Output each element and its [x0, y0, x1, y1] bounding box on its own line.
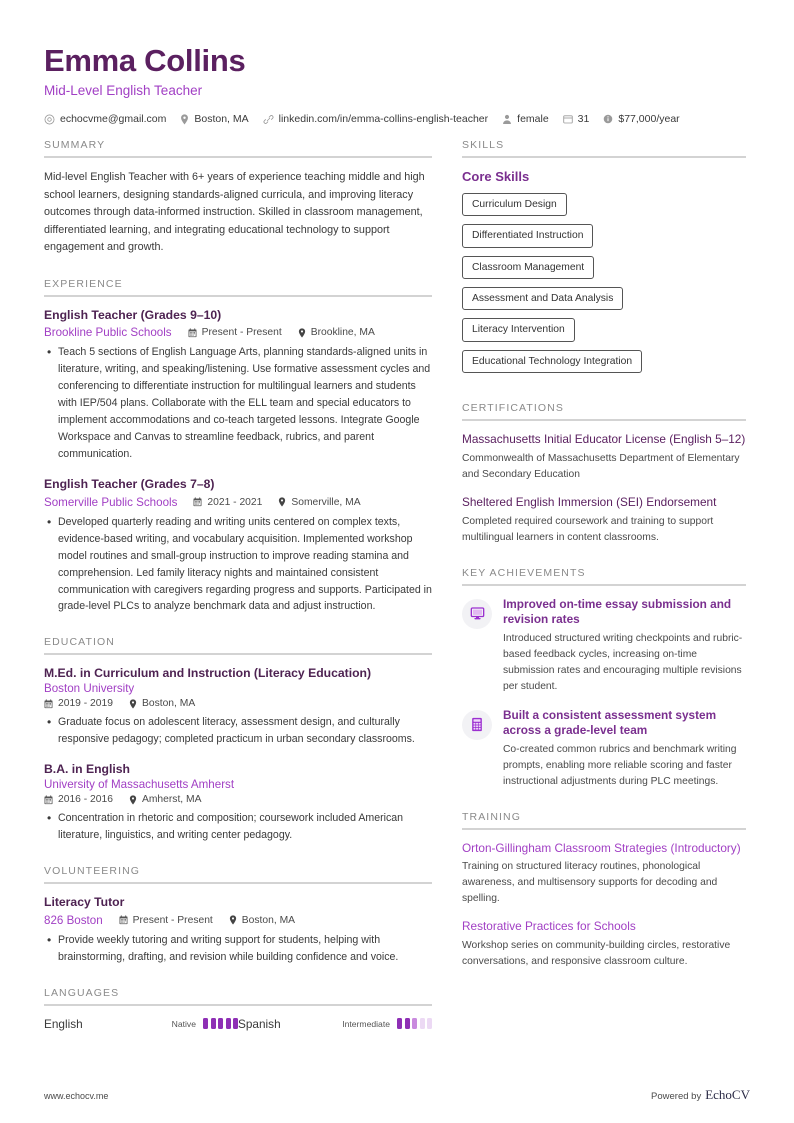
entry: [44, 666, 432, 748]
skills-group-title: Core Skills: [462, 169, 530, 185]
contact-item: [502, 113, 549, 125]
entry-dates-value: 2019 - 2019: [58, 698, 113, 710]
entry-location: [278, 497, 360, 508]
language-item: [238, 1017, 432, 1031]
certification-title: Orton-Gillingham Classroom Strategies (Introductory): [462, 840, 741, 855]
section-title: SUMMARY: [44, 139, 106, 152]
skill-row: [462, 224, 746, 255]
certification-description: Commonwealth of Massachusetts Department of Elementary and Secondary Education: [462, 452, 740, 480]
language-dot: [420, 1018, 425, 1029]
certification-item: [462, 495, 746, 546]
bullet-item: • Provide weekly tutoring and writing support for students, helping with brainstorming, drafting, and revision while building confidence and voice.: [58, 932, 432, 966]
achievement-description: Introduced structured writing checkpoints and rubric-based feedback cycles, increasing on-time submission rates and encouraging multiple revisions per student.: [503, 632, 743, 692]
section-title: CERTIFICATIONS: [462, 401, 564, 414]
entry-location-value: Somerville, MA: [291, 496, 361, 508]
language-dot: [211, 1018, 216, 1029]
entry-location-value: Boston, MA: [141, 698, 196, 710]
footer-website[interactable]: www.echocv.me: [44, 1091, 109, 1101]
job-title: Mid-Level English Teacher: [44, 83, 203, 99]
resume-body: [44, 139, 750, 1031]
certifications-list: [462, 421, 746, 546]
page-title: Emma Collins: [44, 43, 246, 78]
language-dot: [412, 1018, 417, 1029]
certification-description: Workshop series on community-building circles, restorative conversations, and responsive classroom culture.: [462, 940, 731, 968]
entry-dates: [44, 794, 113, 805]
entry-location-value: Brookline, MA: [310, 327, 375, 339]
achievement-item: [462, 708, 746, 790]
experience-list: [44, 297, 432, 616]
entry-organization: Brookline Public Schools: [44, 326, 172, 340]
entry-dates: [44, 698, 113, 709]
entry-bullets: [44, 344, 432, 463]
language-level: Native: [171, 1018, 196, 1029]
monitor-icon: [462, 599, 492, 629]
contact-item: [44, 113, 166, 125]
entry-title: English Teacher (Grades 7–8): [44, 476, 215, 491]
entry-meta: [44, 794, 432, 805]
skill-row: [462, 193, 746, 224]
skills-list: [462, 193, 746, 381]
certification-description: Completed required coursework and training to support multilingual learners in content classrooms.: [462, 515, 714, 543]
certification-title: Sheltered English Immersion (SEI) Endorsement: [462, 494, 717, 509]
entry-location: [129, 794, 202, 805]
location-icon: [129, 795, 137, 805]
contact-value: echocvme@gmail.com: [60, 113, 167, 126]
entry-location: [129, 698, 195, 709]
entry-location-value: Amherst, MA: [141, 794, 202, 806]
entry-dates-value: Present - Present: [132, 914, 213, 926]
entry-dates-value: Present - Present: [201, 327, 282, 339]
entry-location-value: Boston, MA: [241, 914, 296, 926]
calendar-icon: [188, 328, 197, 338]
language-dot: [405, 1018, 410, 1029]
contact-value: 31: [577, 113, 590, 126]
achievement-title: Improved on-time essay submission and revision rates: [503, 596, 732, 627]
location-icon: [180, 114, 189, 125]
entry-meta: [44, 698, 432, 709]
section-education: [44, 636, 432, 843]
skill-pill[interactable]: Educational Technology Integration: [462, 350, 642, 373]
link-icon: [263, 114, 274, 125]
contact-bar: [44, 113, 750, 125]
entry-organization: Somerville Public Schools: [44, 495, 178, 509]
entry: [44, 895, 432, 966]
resume-header: [44, 44, 750, 125]
entry: [44, 477, 432, 615]
entry-title: English Teacher (Grades 9–10): [44, 307, 222, 322]
languages-list: [44, 1017, 432, 1031]
entry-organization: 826 Boston: [44, 913, 103, 927]
skill-pill[interactable]: Differentiated Instruction: [462, 224, 593, 247]
entry-title: B.A. in English: [44, 762, 130, 777]
certification-description: Training on structured literacy routines, phonological awareness, and multisensory supports for decoding and spelling.: [462, 861, 718, 905]
language-rating: [342, 1018, 432, 1029]
section-title: LANGUAGES: [44, 986, 120, 999]
training-list: [462, 830, 746, 971]
bullet-item: • Teach 5 sections of English Language Arts, planning standards-aligned units in literature, writing, and speaking/listening. Use formative assessment cycles and conferencing to differentiate instruction for multilingual learners and students with IEP/504 plans. Collaborate with the ELL team and special educators to implement accommodations and co-teach targeted lessons. Integrate Google Workspace and Canvas to streamline feedback, rubrics, and parent communication.: [58, 344, 432, 463]
entry-meta: [44, 496, 432, 509]
skill-pill[interactable]: Literacy Intervention: [462, 318, 575, 341]
entry-title: Literacy Tutor: [44, 894, 125, 909]
language-level: Intermediate: [342, 1018, 390, 1029]
skill-row: [462, 256, 746, 287]
calendar-icon: [563, 114, 573, 124]
certification-item: [462, 841, 746, 908]
certification-title: Restorative Practices for Schools: [462, 919, 636, 934]
contact-item: [603, 113, 679, 125]
entry-organization: Boston University: [44, 682, 135, 696]
entry-bullets: [44, 932, 432, 966]
section-achievements: [462, 567, 746, 790]
skill-row: [462, 350, 746, 381]
section-training: [462, 811, 746, 971]
language-name: English: [44, 1016, 83, 1031]
person-icon: [502, 114, 512, 125]
language-dot: [226, 1018, 231, 1029]
language-name: Spanish: [238, 1016, 281, 1031]
entry-dates: [188, 327, 282, 338]
section-title: EDUCATION: [44, 636, 115, 649]
section-title: TRAINING: [462, 810, 521, 823]
achievements-list: [462, 586, 746, 790]
calculator-icon: [462, 710, 492, 740]
info-icon: [603, 114, 613, 124]
entry-bullets: [44, 714, 432, 748]
language-dot: [218, 1018, 223, 1029]
brand-name: EchoCV: [705, 1087, 750, 1102]
volunteering-list: [44, 884, 432, 966]
entry-dates-value: 2016 - 2016: [58, 794, 113, 806]
bullet-item: • Graduate focus on adolescent literacy, assessment design, and culturally responsive pedagogy; completed practicum in urban secondary classrooms.: [58, 714, 432, 748]
skill-row: [462, 318, 746, 349]
entry: [44, 308, 432, 463]
language-dot: [203, 1018, 208, 1029]
entry-dates: [119, 915, 213, 926]
calendar-icon: [44, 699, 53, 709]
entry-organization: University of Massachusetts Amherst: [44, 778, 235, 792]
language-dot: [397, 1018, 402, 1029]
skill-pill[interactable]: Classroom Management: [462, 256, 594, 279]
entry-location: [229, 915, 295, 926]
section-skills: [462, 139, 746, 381]
contact-item: [180, 113, 248, 125]
section-title: KEY ACHIEVEMENTS: [462, 566, 586, 579]
section-summary: [44, 139, 432, 256]
achievement-description: Co-created common rubrics and benchmark writing prompts, enabling more reliable scoring and faster instructional adjustments during PLC meetings.: [503, 743, 737, 787]
section-volunteering: [44, 865, 432, 966]
section-title: EXPERIENCE: [44, 277, 123, 290]
certification-item: [462, 919, 746, 970]
language-rating: [172, 1018, 238, 1029]
skill-row: [462, 287, 746, 318]
entry-dates-value: 2021 - 2021: [207, 496, 263, 508]
calendar-icon: [44, 795, 53, 805]
achievement-item: [462, 597, 746, 695]
entry-title: M.Ed. in Curriculum and Instruction (Literacy Education): [44, 666, 372, 681]
certification-item: [462, 432, 746, 483]
contact-value: female: [517, 113, 549, 126]
entry-bullets: [44, 514, 432, 616]
section-title: SKILLS: [462, 139, 505, 152]
powered-by-label: Powered by: [651, 1091, 702, 1102]
entry-bullets: [44, 810, 432, 844]
skill-pill[interactable]: Assessment and Data Analysis: [462, 287, 623, 310]
skill-pill[interactable]: Curriculum Design: [462, 193, 567, 216]
calendar-icon: [119, 915, 128, 925]
location-icon: [129, 699, 137, 709]
section-languages: [44, 987, 432, 1031]
section-title: VOLUNTEERING: [44, 864, 141, 877]
contact-item: [563, 113, 590, 125]
right-column: [462, 139, 746, 1031]
entry-dates: [193, 497, 262, 508]
footer-powered-by: [651, 1087, 750, 1103]
email-icon: [44, 114, 55, 125]
entry-location: [298, 327, 375, 338]
education-list: [44, 655, 432, 843]
resume-footer: [44, 1087, 750, 1103]
language-dot: [427, 1018, 432, 1029]
location-icon: [298, 328, 306, 338]
entry-meta: [44, 914, 432, 927]
entry-meta: [44, 326, 432, 339]
language-item: [44, 1017, 238, 1031]
contact-value: Boston, MA: [194, 113, 249, 126]
left-column: [44, 139, 432, 1031]
language-dots: [397, 1018, 432, 1029]
entry: [44, 762, 432, 844]
achievement-body: [503, 708, 746, 790]
achievement-body: [503, 597, 746, 695]
summary-text: Mid-level English Teacher with 6+ years of experience teaching middle and high school learners, designing standards-aligned curricula, and improving literacy outcomes through data-informed instruction. Skilled in classroom management, differentiated learning, and integrating educational technology to support engagement and growth.: [44, 171, 425, 254]
location-icon: [229, 915, 237, 925]
certification-title: Massachusetts Initial Educator License (English 5–12): [462, 431, 746, 446]
contact-value: $77,000/year: [618, 113, 680, 126]
contact-value: linkedin.com/in/emma-collins-english-teacher: [278, 113, 489, 126]
location-icon: [278, 497, 286, 507]
calendar-icon: [193, 497, 202, 507]
section-experience: [44, 278, 432, 616]
bullet-item: • Developed quarterly reading and writing units centered on complex texts, evidence-based writing, and vocabulary acquisition. Implemented workshop model routines and small-group instruction to improve reading stamina and comprehension. Led family literacy nights and maintained consistent communication with caregivers regarding progress and supports. Participated in grade-level PLCs to analyze benchmark data and adjust instruction.: [58, 514, 432, 616]
achievement-title: Built a consistent assessment system across a grade-level team: [503, 707, 717, 738]
contact-item: [263, 113, 489, 125]
section-certifications: [462, 402, 746, 546]
bullet-item: • Concentration in rhetoric and composition; coursework included American literature, linguistics, and writing center pedagogy.: [58, 810, 432, 844]
language-dots: [203, 1018, 238, 1029]
